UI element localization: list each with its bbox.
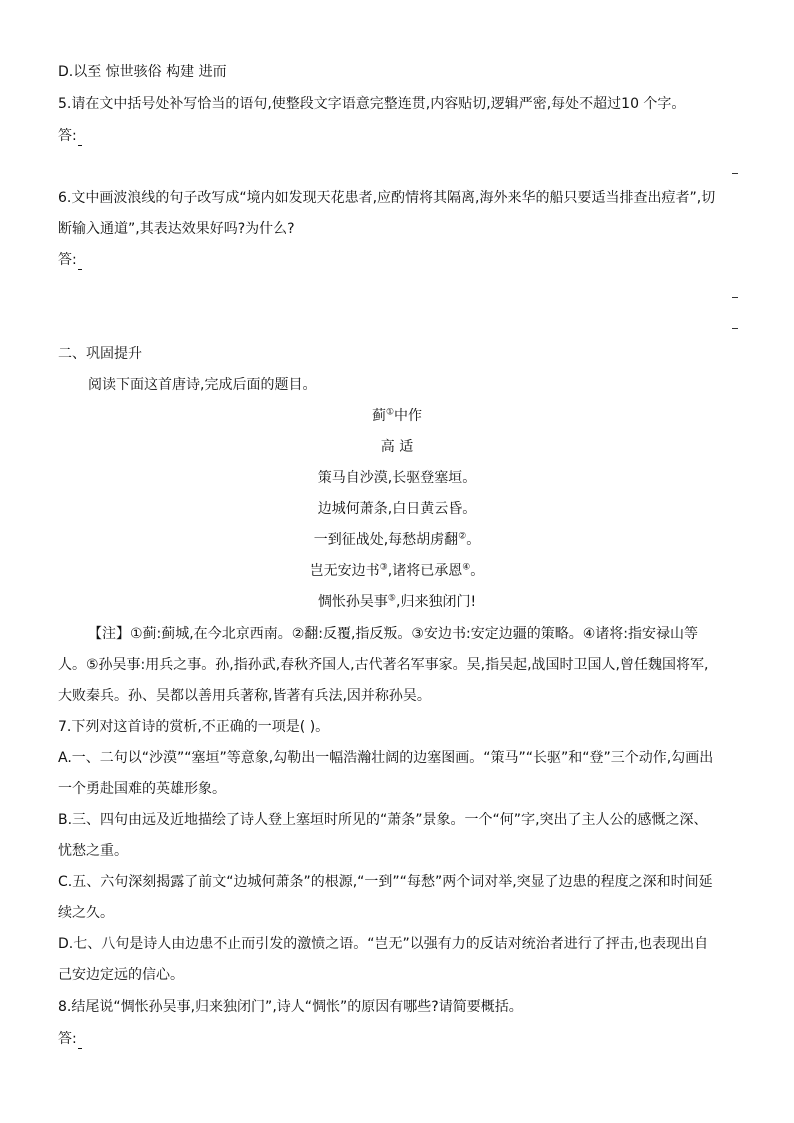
answer-line-end-mark xyxy=(732,173,738,174)
q7-option-c-line2[interactable]: 续之久。 xyxy=(58,905,114,921)
q7-option-a-line1[interactable]: A.一、二句以“沙漠”“塞垣”等意象,勾勒出一幅浩瀚壮阔的边塞图画。“策马”“长驱”和“登”三个动作,勾画出 xyxy=(58,750,714,766)
poem-line-5: 惆怅孙吴事⑤,归来独闭门! xyxy=(317,593,477,610)
q5-answer[interactable] xyxy=(58,126,736,146)
footnote-mark: ④ xyxy=(462,562,471,573)
poem-line-3: 一到征战处,每愁胡虏翻②。 xyxy=(313,531,481,548)
notes-line-3: 大败秦兵。孙、吴都以善用兵著称,皆著有兵法,因并称孙吴。 xyxy=(58,688,431,704)
answer-blank[interactable] xyxy=(78,1034,82,1049)
q8-answer[interactable] xyxy=(58,1029,736,1049)
footnote-mark: ⑤ xyxy=(387,593,396,604)
q7-option-c-line1[interactable]: C.五、六句深刻揭露了前文“边城何萧条”的根源,“一到”“每愁”两个词对举,突显了边患的程度之深和时间延 xyxy=(58,874,713,890)
poem-title: 蓟①中作 xyxy=(371,407,423,424)
q7-option-d-line1[interactable]: D.七、八句是诗人由边患不止而引发的激愤之语。“岂无”以强有力的反诘对统治者进行了抨击,也表现出自 xyxy=(58,936,709,952)
answer-line-end-mark xyxy=(732,328,738,329)
answer-blank[interactable] xyxy=(78,131,82,146)
poem-line-1: 策马自沙漠,长驱登塞垣。 xyxy=(317,470,477,486)
footnote-mark: ② xyxy=(458,531,467,542)
notes-line-2: 人。⑤孙吴事:用兵之事。孙,指孙武,春秋齐国人,古代著名军事家。吴,指吴起,战国时卫国人,曾任魏国将军, xyxy=(58,657,709,673)
poem-author: 高 适 xyxy=(380,439,414,455)
q7-prompt: 7.下列对这首诗的赏析,不正确的一项是( )。 xyxy=(58,719,330,735)
section-title: 二、巩固提升 xyxy=(58,346,142,362)
q6-prompt-line1: 6.文中画波浪线的句子改写成“境内如发现天花患者,应酌情将其隔离,海外来华的船只要适当排查出痘者”,切 xyxy=(58,190,716,206)
q7-option-a-line2[interactable]: 一个勇赴国难的英雄形象。 xyxy=(58,781,226,797)
answer-line-end-mark xyxy=(732,297,738,298)
answer-label: 答: xyxy=(58,1031,77,1047)
footnote-mark: ① xyxy=(385,407,395,418)
q8-prompt: 8.结尾说“惆怅孙吴事,归来独闭门”,诗人“惆怅”的原因有哪些?请简要概括。 xyxy=(58,999,523,1015)
answer-blank[interactable] xyxy=(78,255,82,270)
footnote-mark: ③ xyxy=(379,562,388,573)
q4-option-d: D.以至 惊世骇俗 构建 进而 xyxy=(58,64,227,80)
notes-line-1: 【注】①蓟:蓟城,在今北京西南。②翻:反覆,指反叛。③安边书:安定边疆的策略。④诸将:指安禄山等 xyxy=(88,626,698,642)
answer-label: 答: xyxy=(58,252,77,268)
poem-line-4: 岂无安边书③,诸将已承恩④。 xyxy=(309,562,485,579)
q7-option-d-line2[interactable]: 己安边定远的信心。 xyxy=(58,967,184,983)
q7-option-b-line2[interactable]: 忧愁之重。 xyxy=(58,843,128,859)
answer-label: 答: xyxy=(58,128,77,144)
q5-prompt: 5.请在文中括号处补写恰当的语句,使整段文字语意完整连贯,内容贴切,逻辑严密,每处不超过10 个字。 xyxy=(58,96,686,112)
reading-instruction: 阅读下面这首唐诗,完成后面的题目。 xyxy=(88,377,317,393)
q6-answer[interactable] xyxy=(58,250,736,270)
poem-line-2: 边城何萧条,白日黄云昏。 xyxy=(317,501,477,517)
q7-option-b-line1[interactable]: B.三、四句由远及近地描绘了诗人登上塞垣时所见的“萧条”景象。一个“何”字,突出了主人公的感慨之深、 xyxy=(58,812,708,828)
q6-prompt-line2: 断输入通道”,其表达效果好吗?为什么? xyxy=(58,221,295,237)
